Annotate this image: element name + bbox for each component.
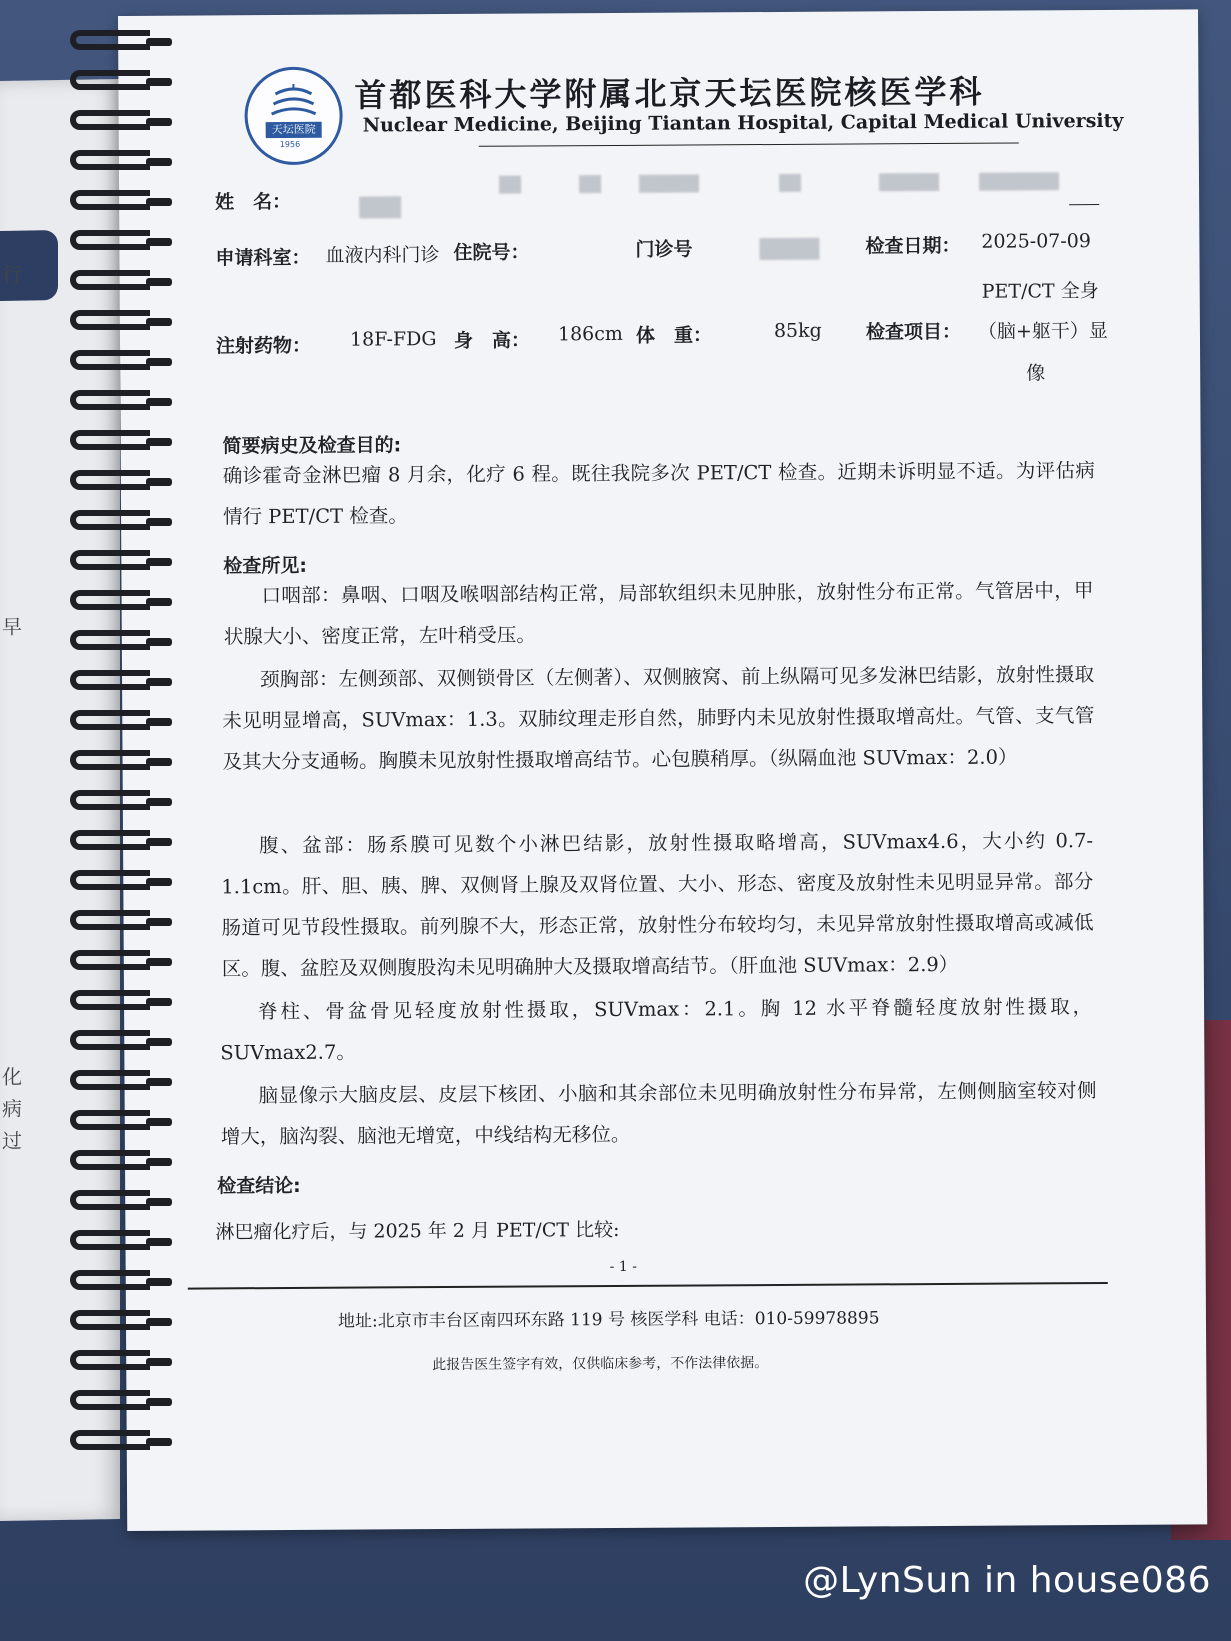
date-value: 2025-07-09 — [981, 230, 1092, 253]
inpatient-label: 住院号： — [453, 241, 530, 264]
logo-text: 天坛医院 — [266, 122, 322, 138]
conclusion-heading: 检查结论: — [217, 1174, 301, 1198]
logo-year: 1956 — [279, 139, 301, 150]
weight-label: 体 重： — [635, 324, 713, 347]
binding-coil — [70, 1230, 150, 1250]
left-page-fragment: 早 — [2, 614, 22, 640]
binding-coil — [70, 430, 150, 450]
findings-neck-chest: 颈胸部：左侧颈部、双侧锁骨区（左侧著）、双侧腋窝、前上纵隔可见多发淋巴结影，放射性摄取未见明显增高，SUVmax：1.3。双肺纹理走形自然，肺野内未见放射性摄取增高灶。气管、支气管及其大分支通畅。胸膜未见放射性摄取增高结节。心包膜稍厚。（纵隔血池 SUVmax：2.0） — [222, 663, 1095, 774]
binding-coil — [70, 190, 150, 210]
redacted-field — [499, 176, 521, 194]
history-text: 确诊霍奇金淋巴瘤 8 月余，化疗 6 程。既往我院多次 PET/CT 检查。近期未诉明显不适。为评估病情行 PET/CT 检查。 — [222, 459, 1095, 529]
height-value: 186cm — [557, 322, 623, 346]
dept-label: 申请科室： — [215, 246, 311, 270]
binding-coil — [70, 1070, 150, 1090]
redacted-field — [579, 175, 601, 193]
spiral-binding — [70, 30, 160, 1450]
binding-coil — [70, 150, 150, 170]
binding-coil — [70, 1430, 150, 1450]
binding-coil — [70, 1350, 150, 1370]
binding-coil — [70, 830, 150, 850]
binding-coil — [70, 230, 150, 250]
outpatient-label: 门诊号 — [635, 238, 693, 261]
binding-coil — [70, 990, 150, 1010]
redacted-field — [639, 174, 699, 192]
name-underline — [1069, 204, 1099, 205]
binding-coil — [70, 630, 150, 650]
redacted-field — [979, 172, 1059, 190]
watermark: @LynSun in house086 — [803, 1560, 1211, 1601]
binding-coil — [70, 1150, 150, 1170]
binding-coil — [70, 1310, 150, 1330]
footer-rule — [188, 1282, 1108, 1290]
binding-coil — [70, 950, 150, 970]
findings-heading: 检查所见: — [223, 554, 308, 578]
binding-coil — [70, 1270, 150, 1290]
footer-disclaimer: 此报告医生签字有效，仅供临床参考，不作法律依据。 — [432, 1355, 769, 1374]
binding-coil — [70, 390, 150, 410]
header-underline — [479, 142, 1019, 146]
findings-brain: 脑显像示大脑皮层、皮层下核团、小脑和其余部位未见明确放射性分布异常，左侧侧脑室较对侧增大，脑沟裂、脑池无增宽，中线结构无移位。 — [220, 1079, 1097, 1149]
dept-value: 血液内科门诊 — [325, 244, 440, 267]
height-label: 身 高： — [453, 329, 531, 352]
binding-coil — [70, 710, 150, 730]
binding-coil — [70, 1390, 150, 1410]
binding-coil — [70, 750, 150, 770]
binding-coil — [70, 470, 150, 490]
exam-item-line-3: 像 — [1026, 362, 1046, 385]
redacted-field — [759, 238, 819, 260]
binding-coil — [70, 870, 150, 890]
redacted-field — [879, 173, 939, 191]
left-page-fragment: 化 — [2, 1064, 22, 1090]
binding-coil — [70, 510, 150, 530]
name-label: 姓 名： — [215, 190, 292, 214]
hospital-title-cn: 首都医科大学附属北京天坛医院核医学科 — [354, 72, 985, 115]
binding-coil — [70, 910, 150, 930]
binding-coil — [70, 270, 150, 290]
exam-item-line-1: PET/CT 全身 — [981, 280, 1099, 303]
binding-coil — [70, 1190, 150, 1210]
binding-coil — [70, 790, 150, 810]
findings-oropharynx: 口咽部：鼻咽、口咽及喉咽部结构正常，局部软组织未见肿胀，放射性分布正常。气管居中，甲状腺大小、密度正常，左叶稍受压。 — [223, 579, 1094, 649]
findings-spine-pelvis-bone: 脊柱、骨盆骨见轻度放射性摄取，SUVmax：2.1。胸 12 水平脊髓轻度放射性摄取，SUVmax2.7。 — [220, 995, 1093, 1065]
binding-coil — [70, 70, 150, 90]
left-page-fragment: 病 — [2, 1096, 22, 1122]
findings-abdomen-pelvis: 腹、盆部：肠系膜可见数个小淋巴结影，放射性摄取略增高，SUVmax4.6，大小约 0.7-1.1cm。肝、胆、胰、脾、双侧肾上腺及双肾位置、大小、形态、密度及放射性未见明显异常。部分肠道可见节段性摄取。前列腺不大，形态正常，放射性分布较均匀，未见异常放射性摄取增高或减低区。腹、盆腔及双侧腹股沟未见明确肿大及摄取增高结节。（肝血池 SUVmax：2.9） — [221, 829, 1094, 981]
conclusion-text: 淋巴瘤化疗后，与 2025 年 2 月 PET/CT 比较: — [215, 1218, 620, 1244]
temple-roof-icon — [269, 84, 317, 120]
binding-coil — [70, 1110, 150, 1130]
redacted-field — [779, 174, 801, 192]
binding-coil — [70, 550, 150, 570]
binding-coil — [70, 590, 150, 610]
drug-value: 18F-FDG — [349, 328, 437, 351]
footer-address: 地址:北京市丰台区南四环东路 119 号 核医学科 电话：010-59978895 — [337, 1308, 880, 1332]
left-page-fragment: 行 — [2, 262, 22, 288]
binding-coil — [70, 1030, 150, 1050]
page-number: - 1 - — [609, 1258, 637, 1276]
binding-coil — [70, 110, 150, 130]
binding-coil — [70, 310, 150, 330]
left-page-fragment: 过 — [2, 1128, 22, 1154]
hospital-title-en: Nuclear Medicine, Beijing Tiantan Hospital, Capital Medical University — [362, 109, 1124, 137]
binding-coil — [70, 350, 150, 370]
drug-label: 注射药物： — [215, 334, 312, 358]
redacted-field — [359, 196, 401, 218]
weight-value: 85kg — [773, 319, 822, 342]
hospital-logo — [244, 67, 343, 166]
report-page — [118, 9, 1207, 1531]
binding-coil — [70, 670, 150, 690]
binding-coil — [70, 30, 150, 50]
exam-item-line-2: （脑+躯干）显 — [977, 319, 1108, 343]
date-label: 检查日期： — [865, 234, 961, 258]
exam-item-label: 检查项目： — [865, 320, 962, 344]
history-heading: 简要病史及检查目的: — [222, 434, 402, 458]
